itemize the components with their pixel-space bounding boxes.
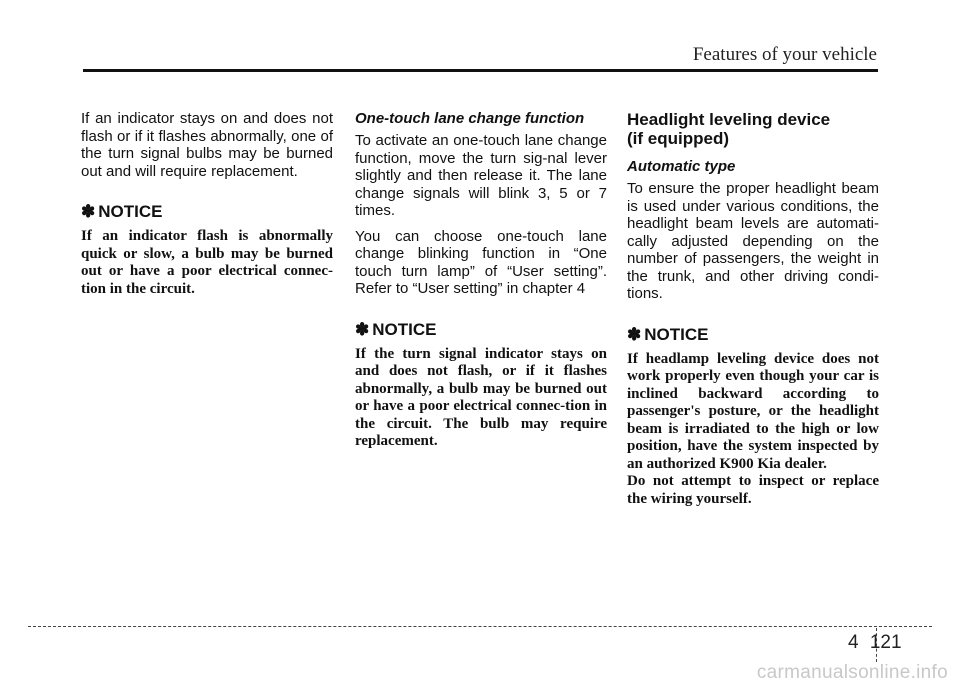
section-subheading: One-touch lane change function: [355, 110, 585, 127]
asterisk-icon: ✽: [81, 202, 96, 221]
notice-heading: [81, 202, 333, 222]
notice-heading: [627, 325, 879, 345]
section-subheading: Automatic type: [627, 158, 736, 175]
page-number: [848, 632, 902, 654]
notice-heading: [355, 320, 607, 340]
column-2: [355, 110, 607, 451]
body-paragraph: To activate an one-touch lane change function, move the turn sig-nal lever slightly and then release it. The lane change signals will blink 3, 5 or 7 times.: [355, 132, 607, 219]
notice-text: If the turn signal indicator stays on and does not flash, or if it flashes abnormally, a bulb may be burned out or have a poor electrical connec-tion in the circuit. The bulb may require replacement.: [355, 345, 607, 449]
intro-paragraph: If an indicator stays on and does not flash or if it flashes abnormally, one of the turn signal bulbs may be burned out and will require replacement.: [81, 110, 333, 180]
body-paragraph: You can choose one-touch lane change blinking function in “One touch turn lamp” of “User setting”. Refer to “User setting” in chapter 4: [355, 227, 607, 297]
notice-title: NOTICE: [372, 319, 437, 339]
column-3: [627, 110, 879, 508]
body-paragraph: To ensure the proper headlight beam is used under various conditions, the headlight beam levels are automati-cally adjusted depending on the number of passengers, the weight in the trunk, and other driving condi-tions.: [627, 180, 879, 302]
asterisk-icon: ✽: [627, 324, 642, 344]
notice-text: Do not attempt to inspect or replace the wiring yourself.: [627, 473, 879, 507]
section-heading-line: (if equipped): [627, 129, 729, 148]
page-number-value: 121: [869, 632, 902, 653]
section-heading-line: Headlight leveling device: [627, 110, 831, 129]
footer-divider: [28, 626, 932, 627]
chapter-number: 4: [848, 632, 859, 653]
header-divider: [83, 69, 878, 72]
page-header-title: Features of your vehicle: [692, 44, 877, 65]
section-heading: [627, 110, 879, 148]
asterisk-icon: ✽: [355, 319, 370, 339]
notice-text: If headlamp leveling device does not work properly even though your car is inclined backward according to passenger's posture, or the headlight beam is irradiated to the high or low position, have the system inspected by an authorized K900 Kia dealer.: [627, 350, 879, 472]
column-1: [81, 110, 333, 298]
notice-title: NOTICE: [98, 202, 163, 221]
notice-text: If an indicator flash is abnormally quick or slow, a bulb may be burned out or have a poor electrical connec-tion in the circuit.: [81, 228, 333, 297]
watermark: carmanualsonline.info: [756, 662, 948, 683]
notice-title: NOTICE: [644, 324, 709, 344]
